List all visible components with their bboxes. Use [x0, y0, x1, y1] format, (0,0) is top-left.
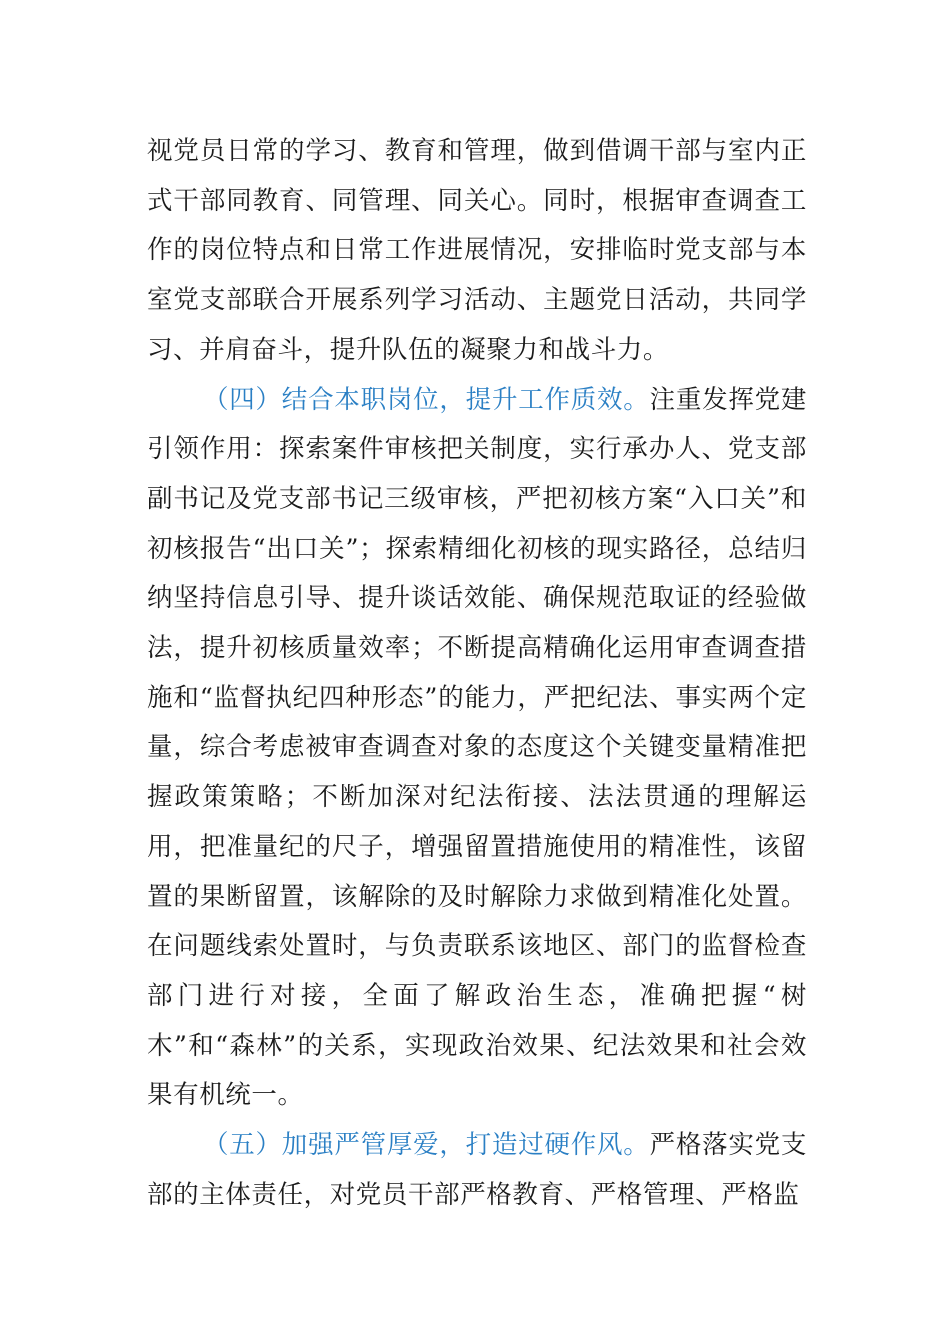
- paragraph-section-5: [147, 1121, 807, 1220]
- paragraph-body: 视党员日常的学习、教育和管理，做到借调干部与室内正式干部同教育、同管理、同关心。同时，根据审查调查工作的岗位特点和日常工作进展情况，安排临时党支部与本室党支部联合开展系列学习活动、主题党日活动，共同学习、并肩奋斗，提升队伍的凝聚力和战斗力。: [147, 136, 807, 365]
- paragraph-body: 注重发挥党建引领作用：探索案件审核把关制度，实行承办人、党支部副书记及党支部书记三级审核，严把初核方案“入口关”和初核报告“出口关”；探索精细化初核的现实路径，总结归纳坚持信息引导、提升谈话效能、确保规范取证的经验做法，提升初核质量效率；不断提高精确化运用审查调查措施和“监督执纪四种形态”的能力，严把纪法、事实两个定量，综合考虑被审查调查对象的态度这个关键变量精准把握政策策略；不断加深对纪法衔接、法法贯通的理解运用，把准量纪的尺子，增强留置措施使用的精准性，该留置的果断留置，该解除的及时解除力求做到精准化处置。在问题线索处置时，与负责联系该地区、部门的监督检查部门进行对接，全面了解政治生态，准确把握“树木”和“森林”的关系，实现政治效果、纪法效果和社会效果有机统一。: [147, 384, 808, 1111]
- section-heading-4: （四）结合本职岗位，提升工作质效。: [203, 384, 650, 415]
- paragraph-continuation: [147, 127, 807, 376]
- paragraph-section-4: [147, 376, 807, 1122]
- document-body: [147, 127, 807, 1220]
- paragraph-body: 严格落实党支部的主体责任，对党员干部严格教育、严格管理、严格监: [147, 1130, 808, 1210]
- section-heading-5: （五）加强严管厚爱，打造过硬作风。: [203, 1130, 650, 1161]
